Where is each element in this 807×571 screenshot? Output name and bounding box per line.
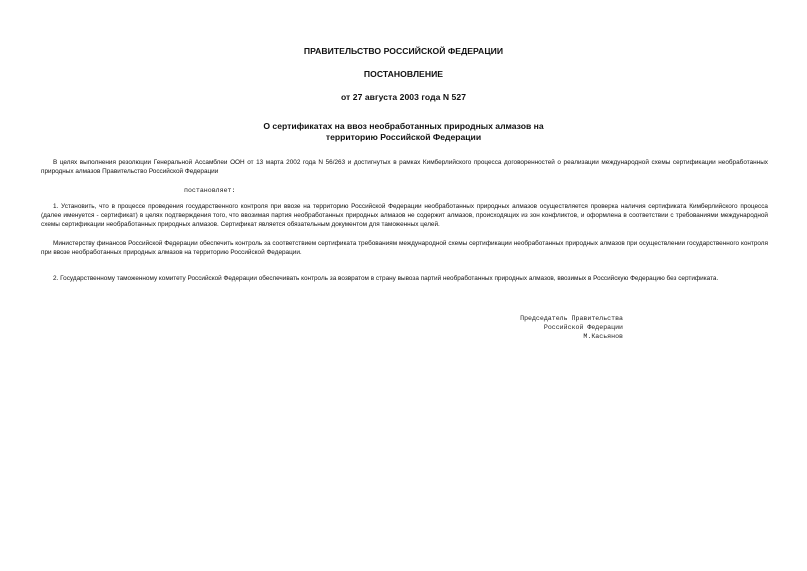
item-1-paragraph: 1. Установить, что в процессе проведения государственного контроля при ввозе на территорию Российской Федерации необработанных природных алмазов осуществляется проверка наличия сертификата Кимберлийского процесса (далее именуется - сертификат) в целях подтверждения того, что ввозимая партия необработанных природных алмазов не содержит алмазов, происходящих из зон конфликтов, и оформлена в соответствии с требованиями международной схемы сертификации необработанных природных алмазов. Сертификат является обязательным документом для таможенных целей. [41, 203, 768, 228]
signature-block [520, 314, 623, 342]
issuing-authority: ПРАВИТЕЛЬСТВО РОССИЙСКОЙ ФЕДЕРАЦИИ [303, 46, 504, 56]
signature-position: Председатель Правительства [520, 315, 623, 322]
signature-organization: Российской Федерации [543, 324, 623, 332]
title-line-1: О сертификатах на ввоз необработанных природных алмазов на [263, 121, 544, 131]
item-2-paragraph: 2. Государственному таможенному комитету Российской Федерации обеспечивать контроль за возвратом в страну вывоза партий необработанных природных алмазов, ввозимых в Российскую Федерацию без сертификата. [53, 275, 719, 282]
date-and-number: от 27 августа 2003 года N 527 [340, 92, 467, 102]
item-1-ministry-paragraph: Министерству финансов Российской Федерации обеспечить контроль за соответствием сертификата требованиям международной схемы сертификации необработанных природных алмазов при осуществлении государственного контроля при ввозе необработанных природных алмазов на территорию Российской Федерации. [41, 240, 768, 256]
signature-name: М.Касьянов [583, 333, 623, 341]
document-title [0, 121, 807, 143]
decides-keyword: постановляет: [184, 187, 236, 194]
preamble-paragraph: В целях выполнения резолюции Генеральной Ассамблеи ООН от 13 марта 2002 года N 56/263 и достигнутых в рамках Кимберлийского процесса договоренностей о реализации международной схемы сертификации необработанных природных алмазов Правительство Российской Федерации [41, 159, 768, 175]
title-line-2: территорию Российской Федерации [325, 132, 482, 142]
document-type: ПОСТАНОВЛЕНИЕ [363, 69, 444, 79]
